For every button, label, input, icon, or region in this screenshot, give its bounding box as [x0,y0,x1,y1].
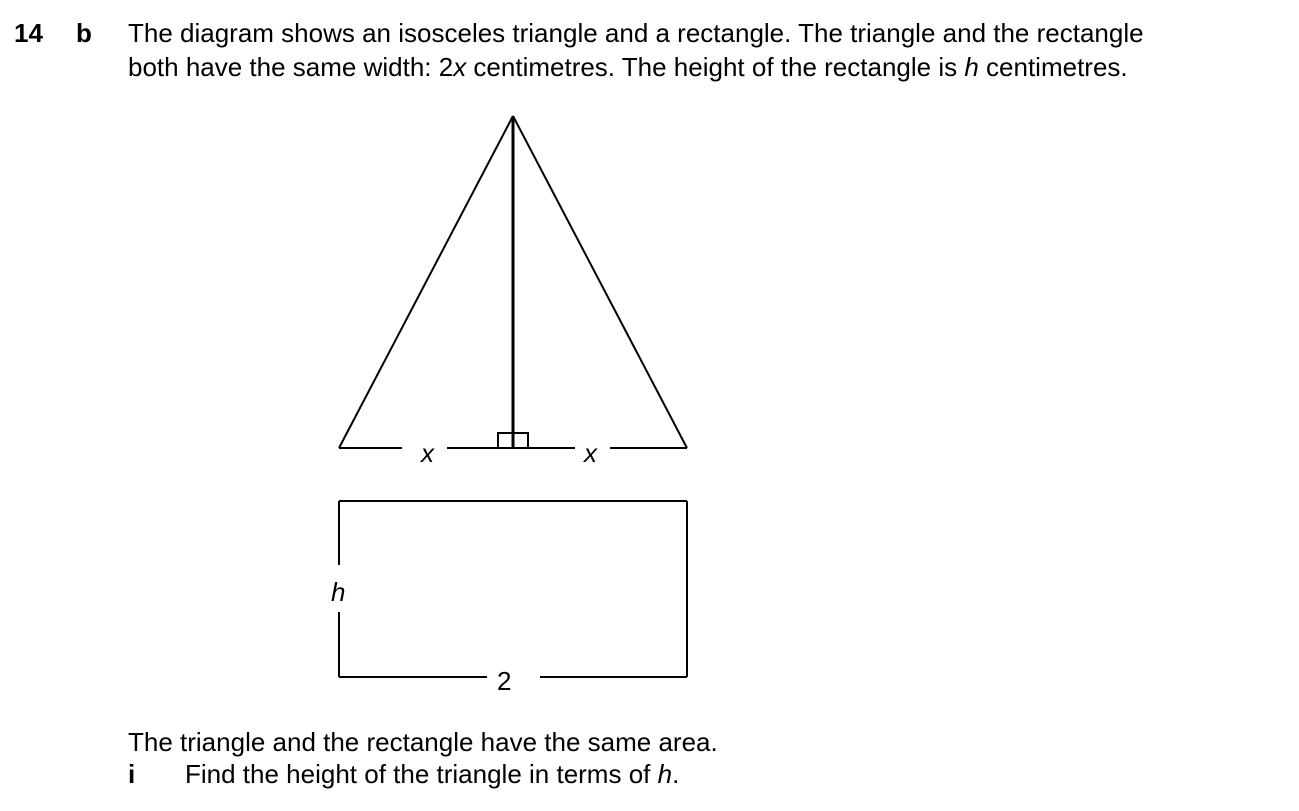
subquestion-text [185,758,679,790]
subquestion-label: i [128,759,136,789]
rectangle [339,501,687,677]
subquestion-text-end: . [672,759,680,789]
question-statement: The triangle and the rectangle have the same area. [128,727,718,757]
intro-variable-h: h [964,52,979,82]
subquestion-text-main: Find the height of the triangle in terms of [185,759,658,789]
triangle-left-side [339,116,513,448]
subquestion-variable-h: h [657,759,673,789]
isosceles-triangle [339,116,687,448]
intro-line-2-part-b: centimetres. The height of the rectangle is [466,52,965,82]
question-part-label: b [76,18,92,48]
triangle-left-half-label: x [421,438,434,468]
rectangle-height-label: h [331,577,346,607]
triangle-right-half-label: x [584,438,597,468]
intro-variable-x: x [453,52,467,82]
rectangle-width-label: 2 [497,666,512,696]
triangle-right-side [513,116,687,448]
intro-line-2-part-c: centimetres. [978,52,1128,82]
intro-line-1: The diagram shows an isosceles triangle and a rectangle. The triangle and the rectangle [128,18,1144,48]
intro-line-2-part-a: both have the same width: 2 [128,52,454,82]
question-number: 14 [14,18,43,48]
